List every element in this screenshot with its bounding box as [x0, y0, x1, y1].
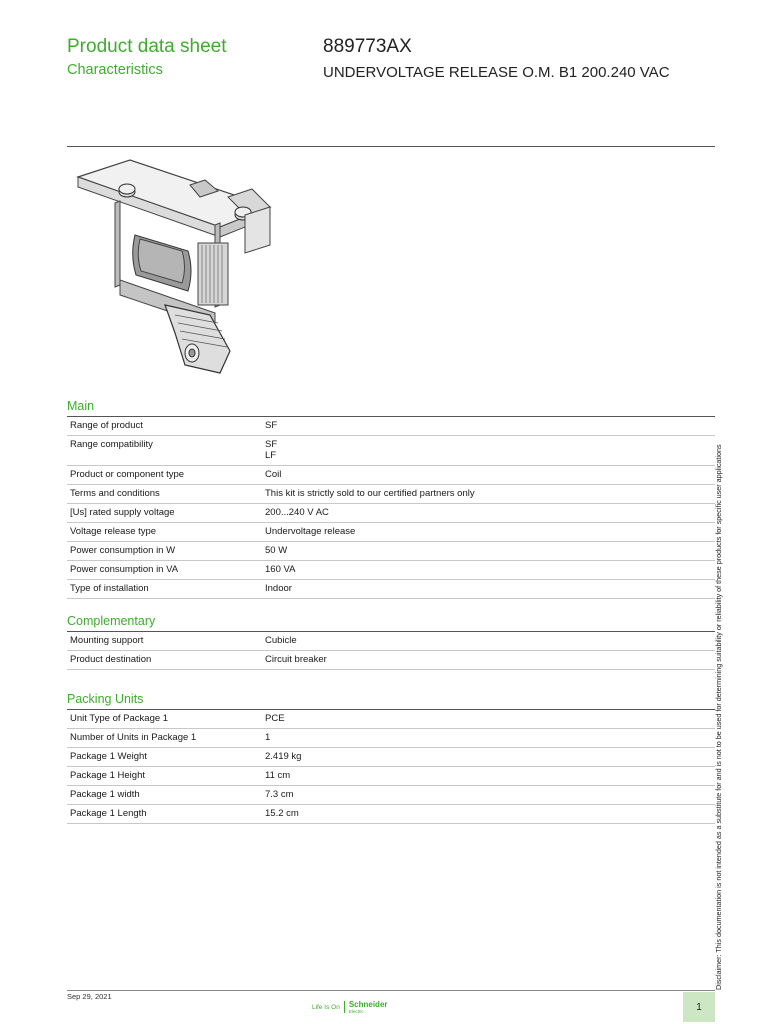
section-title-complementary: Complementary [67, 614, 156, 628]
row-label: Unit Type of Package 1 [70, 713, 169, 724]
section-complementary [67, 614, 715, 670]
row-value-line: 50 W [265, 545, 288, 556]
row-label: Product or component type [70, 469, 185, 480]
logo-wordmark [349, 1001, 388, 1014]
row-value [262, 436, 715, 466]
table-row [67, 632, 715, 651]
table-row [67, 580, 715, 599]
row-label: Package 1 Height [70, 770, 145, 781]
row-value-line: Cubicle [265, 635, 297, 646]
table-row [67, 436, 715, 466]
row-value-line: 7.3 cm [265, 789, 294, 800]
row-value [262, 417, 715, 436]
table-row [67, 466, 715, 485]
doc-title: Product data sheet [67, 36, 227, 57]
row-value [262, 651, 715, 670]
page-number: 1 [683, 992, 715, 1022]
row-value-line: 15.2 cm [265, 808, 299, 819]
row-value [262, 767, 715, 786]
table-row [67, 805, 715, 824]
row-value [262, 805, 715, 824]
row-value-line: LF [265, 450, 277, 461]
row-label: Type of installation [70, 583, 149, 594]
table-row [67, 523, 715, 542]
row-label: Range of product [70, 420, 143, 431]
disclaimer: Disclaimer: This documentation is not intended as a substitute for and is not to be used for determining suitability or reliability of these products for specific user applications [714, 444, 723, 990]
complementary-table [67, 631, 715, 670]
main-table [67, 416, 715, 599]
logo-tagline: Life Is On [312, 1003, 340, 1011]
row-label: Terms and conditions [70, 488, 160, 499]
row-label: Range compatibility [70, 439, 153, 450]
table-row [67, 710, 715, 729]
header-divider [67, 146, 715, 147]
logo-brand-sub: Electric [348, 1008, 364, 1014]
row-value [262, 542, 715, 561]
row-label: Package 1 Length [70, 808, 147, 819]
row-value-line: PCE [265, 713, 285, 724]
table-row [67, 767, 715, 786]
row-value-line: Circuit breaker [265, 654, 327, 665]
footer-divider [67, 990, 715, 991]
packing-units-table [67, 709, 715, 824]
row-value-line: SF [265, 439, 278, 450]
row-value [262, 748, 715, 767]
row-value-line: Undervoltage release [265, 526, 356, 537]
row-value [262, 632, 715, 651]
row-value [262, 729, 715, 748]
table-row [67, 504, 715, 523]
product-image [70, 155, 280, 377]
row-value [262, 466, 715, 485]
product-reference: 889773AX [323, 36, 412, 57]
row-label: Number of Units in Package 1 [70, 732, 197, 743]
row-value-line: 160 VA [265, 564, 296, 575]
section-packing-units [67, 692, 715, 824]
logo-brand: Schneider [348, 999, 388, 1009]
row-label: Mounting support [70, 635, 144, 646]
row-label: Voltage release type [70, 526, 157, 537]
row-value-line: SF [265, 420, 278, 431]
footer-date: Sep 29, 2021 [67, 992, 112, 1001]
row-value [262, 786, 715, 805]
row-value [262, 504, 715, 523]
header-left [67, 36, 227, 78]
table-row [67, 542, 715, 561]
doc-subtitle: Characteristics [67, 62, 163, 78]
row-value [262, 561, 715, 580]
header-right [323, 36, 713, 84]
row-value-line: Indoor [265, 583, 292, 594]
logo-separator [344, 1001, 345, 1013]
row-value [262, 523, 715, 542]
table-row [67, 561, 715, 580]
row-value-line: 2.419 kg [265, 751, 302, 762]
row-label: Power consumption in W [70, 545, 176, 556]
row-label: Package 1 Weight [70, 751, 147, 762]
product-description: UNDERVOLTAGE RELEASE O.M. B1 200.240 VAC [323, 64, 670, 81]
table-row [67, 786, 715, 805]
section-main [67, 399, 715, 599]
row-label: [Us] rated supply voltage [70, 507, 175, 518]
table-row [67, 485, 715, 504]
brand-logo [312, 998, 388, 1016]
row-value-line: This kit is strictly sold to our certified partners only [265, 488, 475, 499]
row-value-line: Coil [265, 469, 282, 480]
table-row [67, 651, 715, 670]
row-label: Product destination [70, 654, 152, 665]
row-label: Power consumption in VA [70, 564, 179, 575]
row-value [262, 710, 715, 729]
row-value-line: 1 [265, 732, 271, 743]
row-label: Package 1 width [70, 789, 140, 800]
row-value-line: 11 cm [265, 770, 291, 781]
table-row [67, 729, 715, 748]
table-row [67, 748, 715, 767]
row-value [262, 580, 715, 599]
table-row [67, 417, 715, 436]
section-title-main: Main [67, 399, 95, 413]
row-value [262, 485, 715, 504]
section-title-packing-units: Packing Units [67, 692, 144, 706]
row-value-line: 200...240 V AC [265, 507, 329, 518]
